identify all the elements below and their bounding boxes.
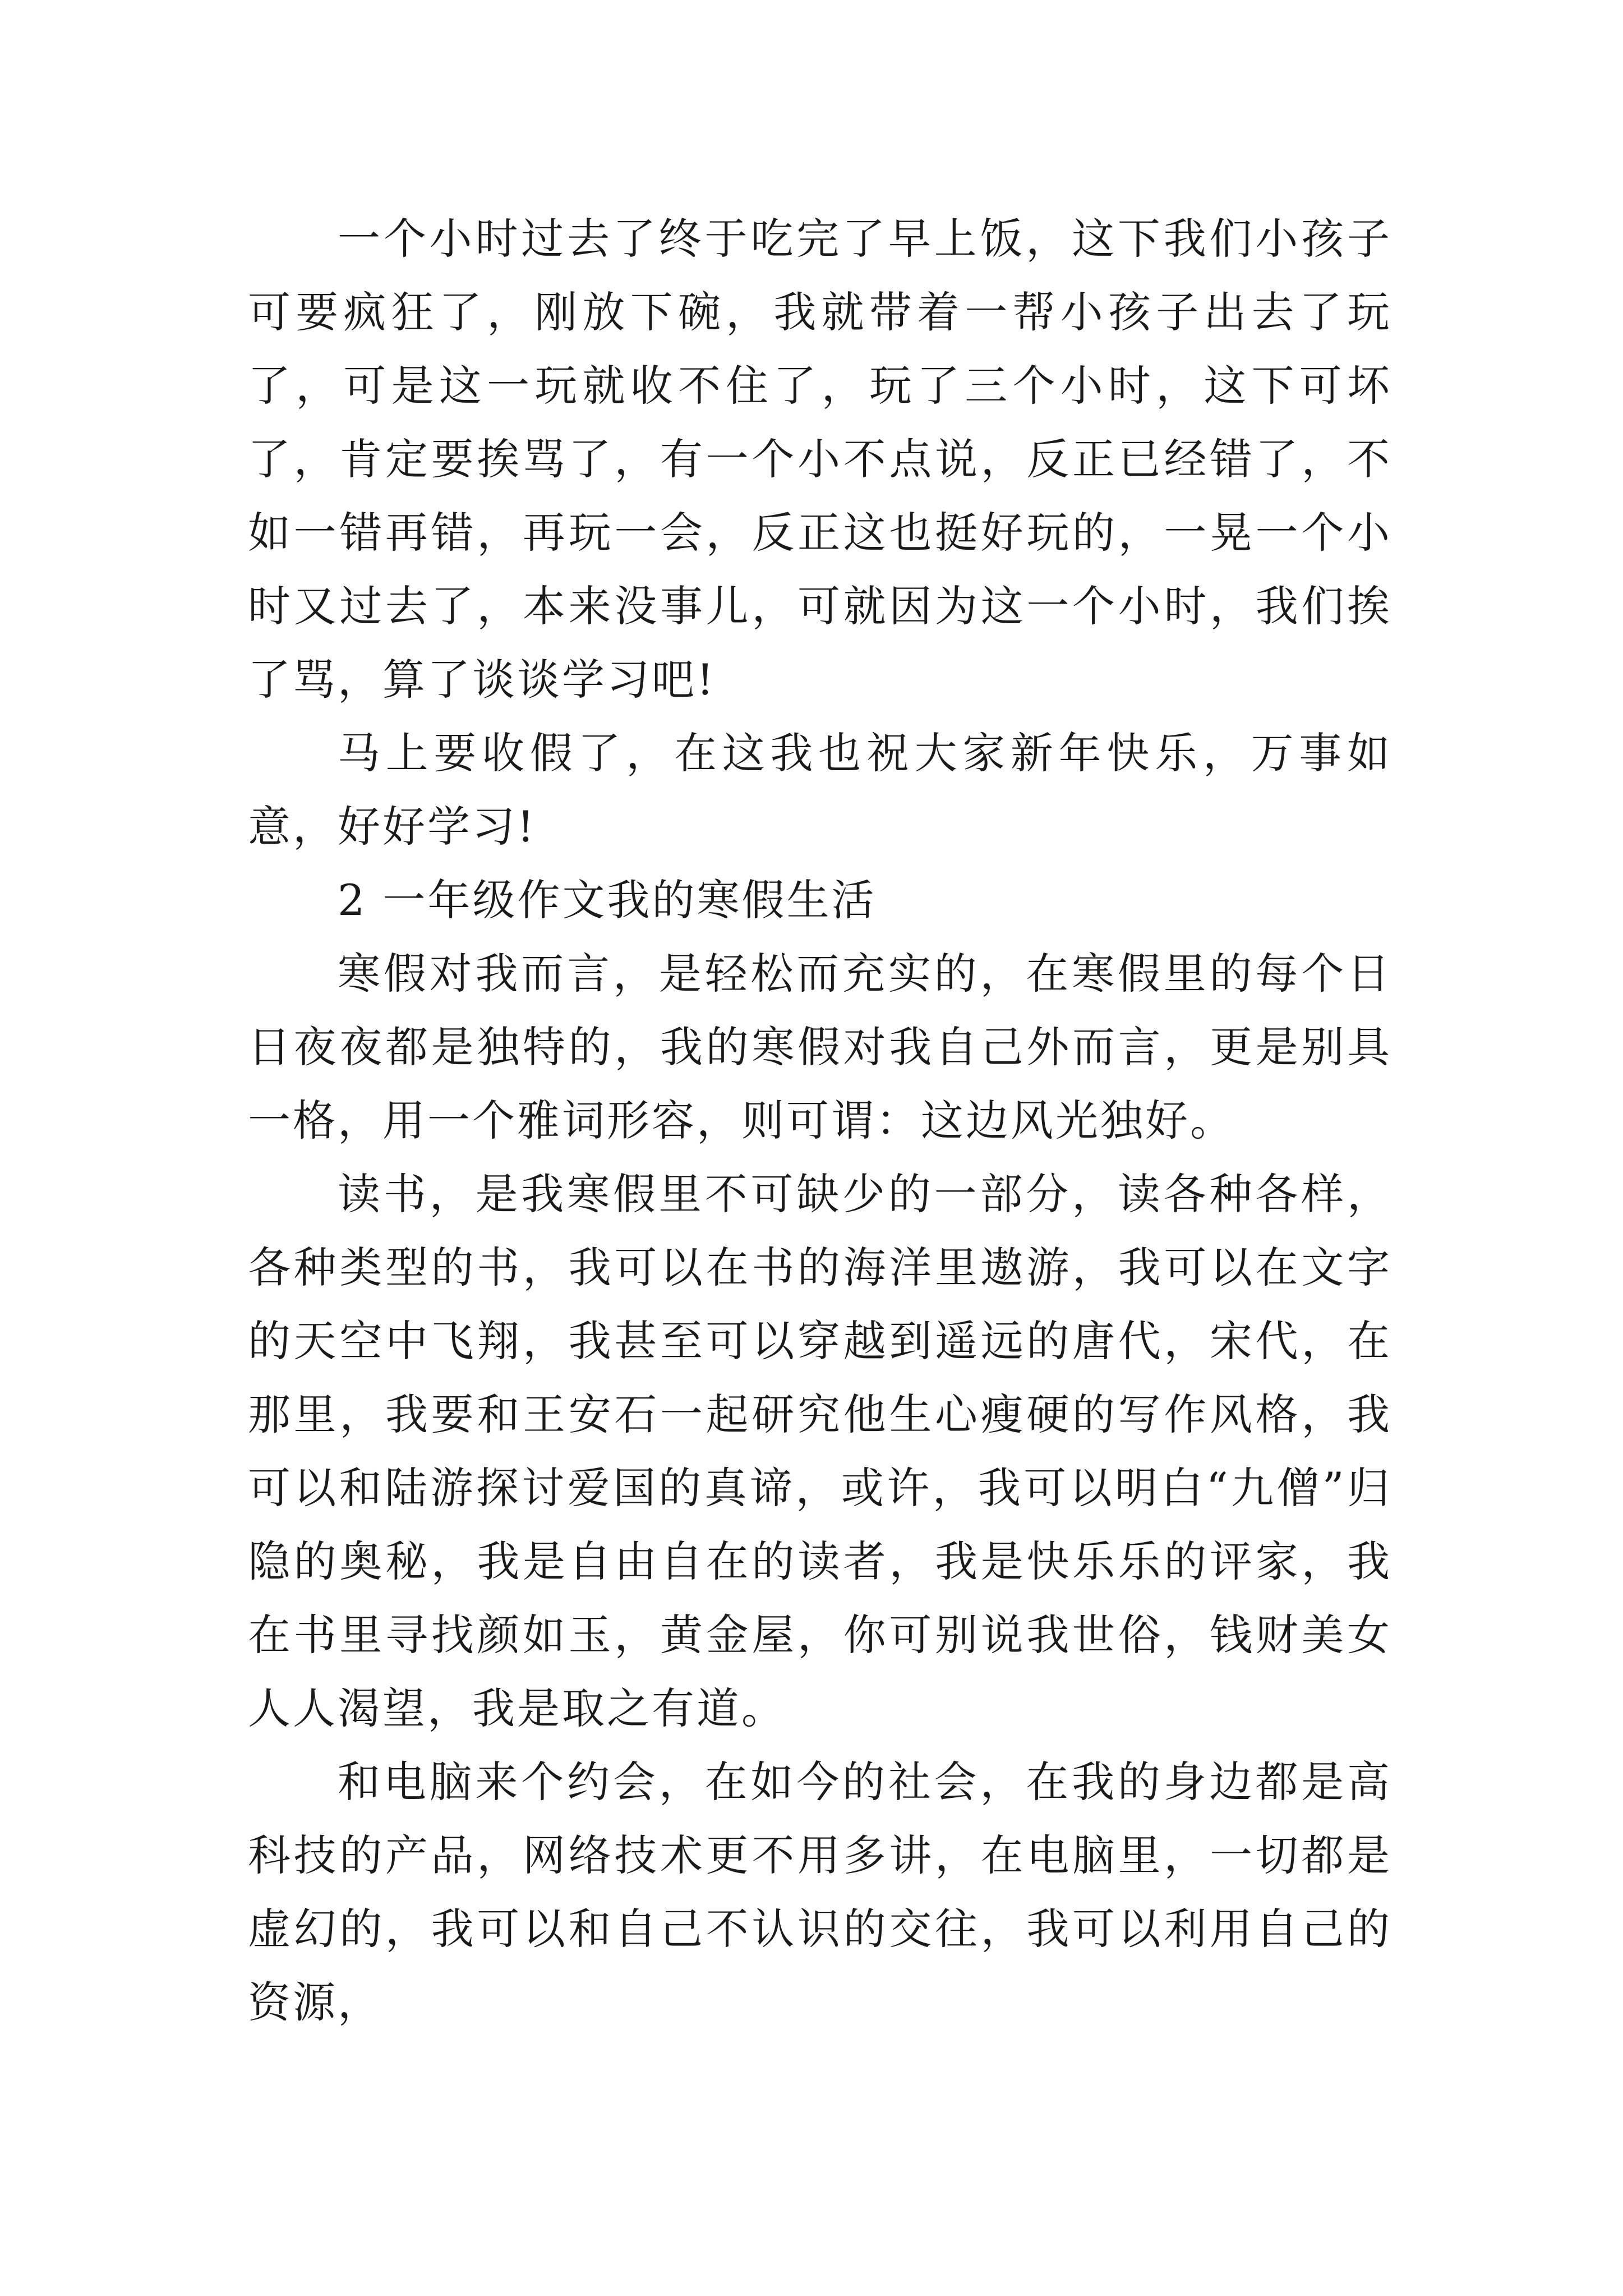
paragraph-3: 寒假对我而言，是轻松而充实的，在寒假里的每个日日夜夜都是独特的，我的寒假对我自己外而言，更是别具一格，用一个雅词形容，则可谓：这边风光独好。 — [248, 949, 1392, 1145]
paragraph-5: 和电脑来个约会，在如今的社会，在我的身边都是高科技的产品，网络技术更不用多讲，在电脑里，一切都是虚幻的，我可以和自己不认识的交往，我可以利用自己的资源， — [248, 1757, 1392, 2027]
document-body — [248, 202, 1392, 2039]
section-heading: 2 一年级作文我的寒假生活 — [338, 875, 877, 925]
paragraph-2: 马上要收假了，在这我也祝大家新年快乐，万事如意，好好学习! — [248, 728, 1392, 852]
paragraph-4: 读书，是我寒假里不可缺少的一部分，读各种各样，各种类型的书，我可以在书的海洋里遨游，我可以在文字的天空中飞翔，我甚至可以穿越到遥远的唐代，宋代，在那里，我要和王安石一起研究他生心瘦硬的写作风格，我可以和陆游探讨爱国的真谛，或许，我可以明白“九僧”归隐的奥秘，我是自由自在的读者，我是快乐乐的评家，我在书里寻找颜如玉，黄金屋，你可别说我世俗，钱财美女人人渴望，我是取之有道。 — [248, 1169, 1392, 1733]
paragraph-1: 一个小时过去了终于吃完了早上饭，这下我们小孩子可要疯狂了，刚放下碗，我就带着一帮小孩子出去了玩了，可是这一玩就收不住了，玩了三个小时，这下可坏了，肯定要挨骂了，有一个小不点说，反正已经错了，不如一错再错，再玩一会，反正这也挺好玩的，一晃一个小时又过去了，本来没事儿，可就因为这一个小时，我们挨了骂，算了谈谈学习吧! — [248, 214, 1392, 705]
